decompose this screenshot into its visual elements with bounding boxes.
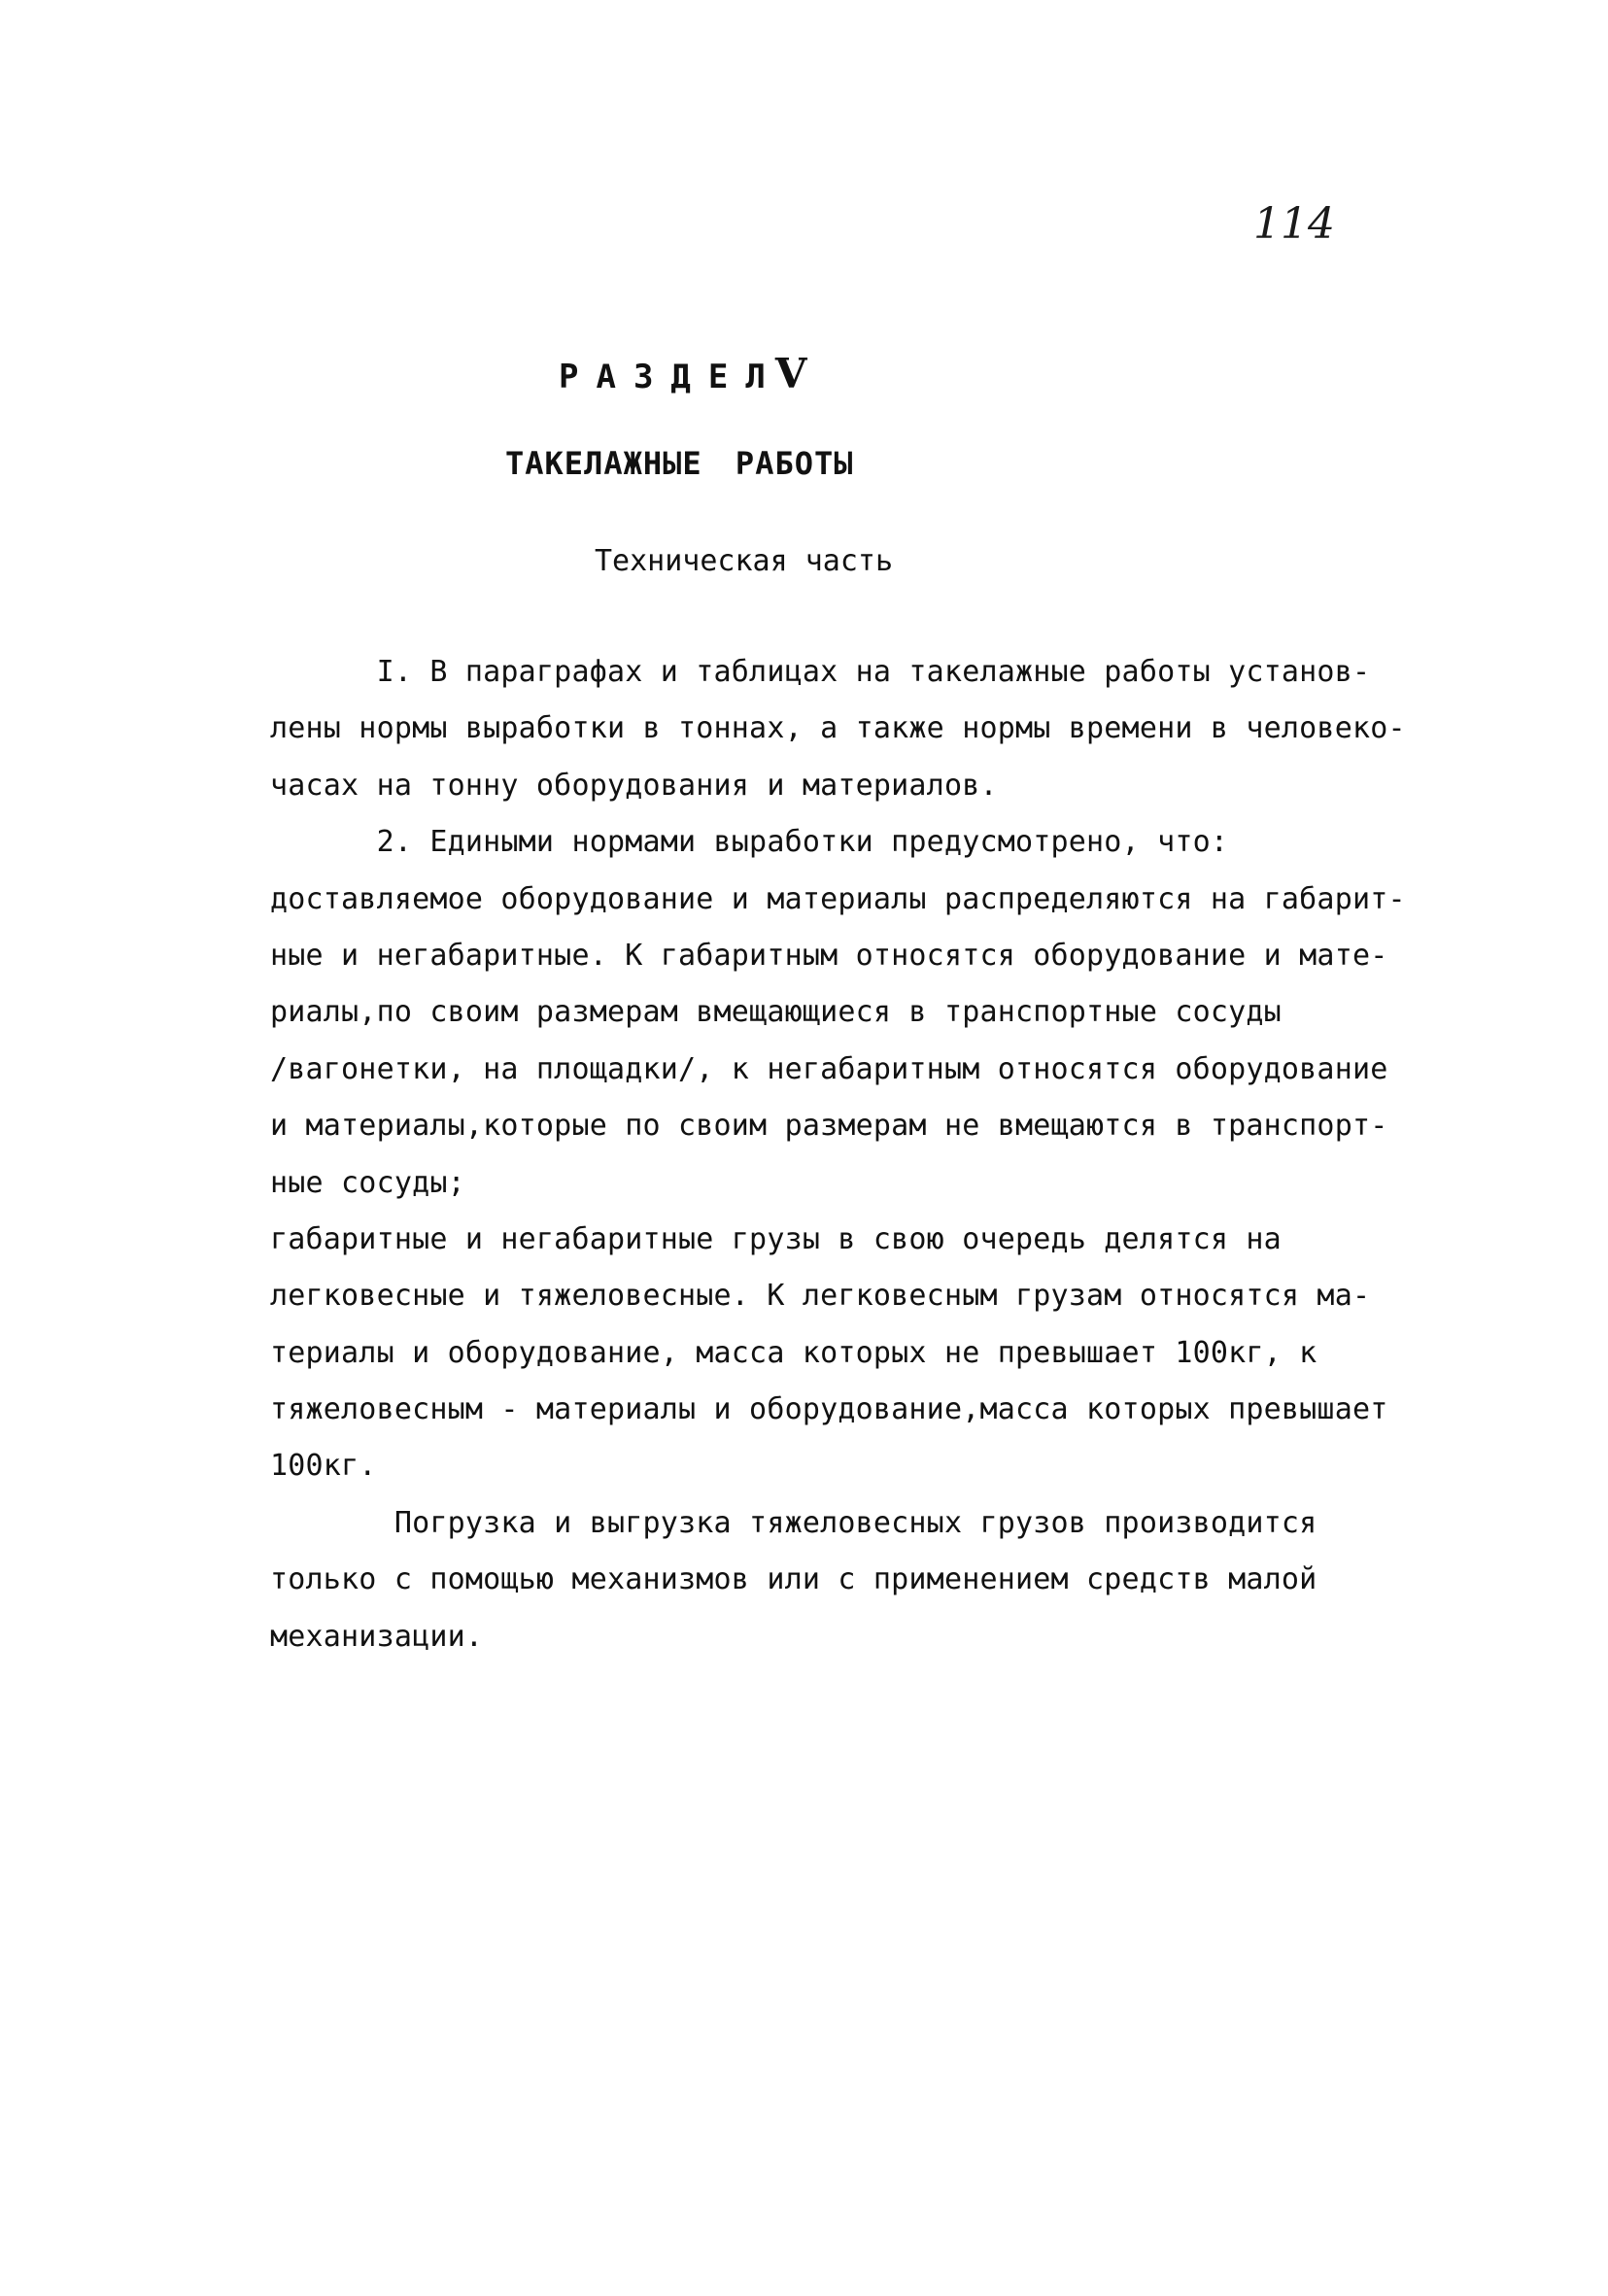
- page-number: 114: [1253, 199, 1335, 249]
- text-line: ные сосуды;: [270, 1165, 465, 1200]
- text-line: 2. Едиными нормами выработки предусмотрено, что:: [270, 825, 1229, 860]
- body-text: [270, 644, 1406, 1665]
- text-line: часах на тонну оборудования и материалов.: [270, 768, 998, 803]
- text-line: габаритные и негабаритные грузы в свою очередь делятся на: [270, 1221, 1282, 1256]
- section-numeral: V: [774, 350, 807, 397]
- section-subtitle: Техническая часть: [595, 544, 894, 578]
- text-line: доставляемое оборудование и материалы распределяются на габарит-: [270, 881, 1406, 916]
- text-line: и материалы,которые по своим размерам не вмещаются в транспорт-: [270, 1109, 1388, 1144]
- text-line: 100кг.: [270, 1449, 377, 1484]
- text-line: ные и негабаритные. К габаритным относятся оборудование и мате-: [270, 938, 1388, 973]
- section-title: ТАКЕЛАЖНЫЕ РАБОТЫ: [505, 445, 854, 482]
- text-line: /вагонетки, на площадки/, к негабаритным относятся оборудование: [270, 1051, 1388, 1086]
- text-line: I. В параграфах и таблицах на такелажные работы установ-: [270, 655, 1371, 689]
- text-line: тяжеловесным - материалы и оборудование,масса которых превышает: [270, 1392, 1388, 1427]
- text-line: только с помощью механизмов или с применением средств малой: [270, 1562, 1317, 1597]
- text-line: риалы,по своим размерам вмещающиеся в транспортные сосуды: [270, 995, 1282, 1030]
- section-label: РАЗДЕЛ: [559, 358, 783, 396]
- text-line: легковесные и тяжеловесные. К легковесным грузам относятся ма-: [270, 1279, 1371, 1314]
- text-line: териалы и оборудование, масса которых не превышает 100кг, к: [270, 1335, 1317, 1370]
- section-heading: [559, 350, 806, 397]
- text-line: механизации.: [270, 1619, 484, 1654]
- text-line: Погрузка и выгрузка тяжеловесных грузов производится: [270, 1505, 1317, 1540]
- text-line: лены нормы выработки в тоннах, а также нормы времени в человеко-: [270, 711, 1406, 746]
